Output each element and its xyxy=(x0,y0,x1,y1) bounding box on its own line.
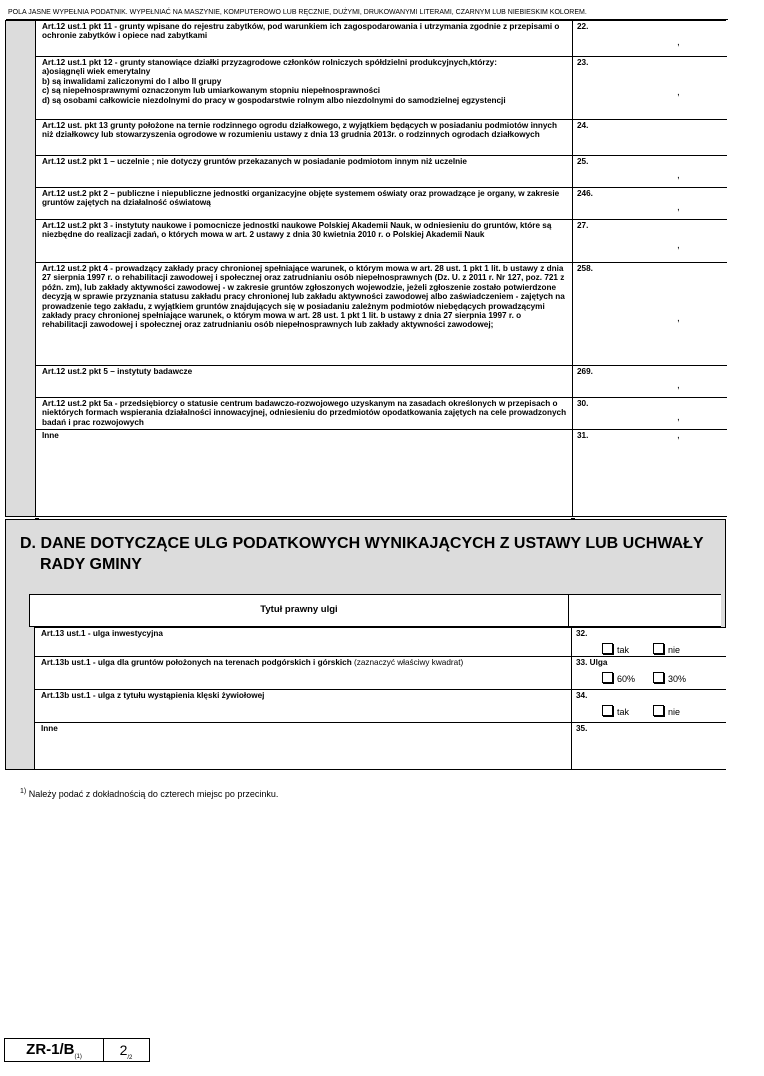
legal-basis-text: Art.12 ust.2 pkt 5a - przedsiębiorcy o statusie centrum badawczo-rozwojowego uzyskanym na zasadach określonych w przepisach o niektórych formach wspierania działalności innowacyjnej, odniesieniu do przedmiotów opodatkowania zajętych na cele prowadzonych badań i prac rozwojowych xyxy=(35,398,573,429)
form-code: $ZR-1/B_{(1)}$ xyxy=(5,1039,104,1061)
field-23[interactable] xyxy=(573,57,727,119)
field-34 xyxy=(572,690,726,722)
decimal-comma: , xyxy=(677,202,680,213)
checkbox-label: 60% xyxy=(617,674,636,684)
decimal-comma: , xyxy=(677,87,680,98)
legal-basis-text: Inne xyxy=(35,430,573,516)
separator-tick-right xyxy=(571,518,575,520)
relief-note: (zaznaczyć właściwy kwadrat) xyxy=(354,658,464,667)
section-d-title-line1: D. DANE DOTYCZĄCE ULG PODATKOWYCH WYNIKAJĄCYCH Z USTAWY LUB UCHWAŁY xyxy=(20,535,704,552)
checkbox-option[interactable] xyxy=(653,672,686,684)
field-number: 32. xyxy=(576,629,588,638)
checkbox-label: nie xyxy=(668,645,681,655)
separator-tick-left xyxy=(35,518,39,520)
checkbox-icon[interactable] xyxy=(653,705,664,716)
field-number: 27. xyxy=(577,221,589,230)
section-d-title-line2: RADY GMINY xyxy=(40,556,142,573)
section-c-row xyxy=(35,155,727,187)
section-c-row xyxy=(35,219,727,262)
section-c-row xyxy=(35,262,727,365)
legal-basis-text: Art.12 ust.2 pkt 4 - prowadzący zakłady pracy chronionej spełniające warunek, o którym mowa w art. 28 ust. 1 pkt 1 lit. b ustawy z dnia 27 sierpnia 1997 r. o rehabilitacji zawodowej i społecznej oraz zatrudnianiu osób niepełnosprawnych (Dz. U. z 2011 r. Nr 127, poz. 721 z późn. zm), lub zakłady aktywności zawodowej - w zakresie gruntów zgłoszonych wojewodzie, jeżeli zgłoszenie zostało potwierdzone decyzją w sprawie przyznania statusu zakładu pracy chronionej lub zakładu aktywności zawodowej albo zaświadczeniem - zajętych na prowadzenie tego zakładu, z wyjątkiem gruntów znajdujących się w posiadaniu zależnym podmiotów niebędących prowadzącymi zakłady pracy chronionej spełniające warunek, o którym mowa w art. 28 ust. 1 pkt 1 lit. b ustawy z dnia 27 sierpnia 1997 r. o rehabilitacji zawodowej i społecznej oraz zatrudnianiu osób niepełnosprawnych lub zakłady aktywności zawodowej; xyxy=(35,263,573,365)
field-number: 246. xyxy=(577,189,593,198)
field-24[interactable] xyxy=(573,120,727,155)
section-d-row xyxy=(34,689,726,722)
decimal-comma: , xyxy=(677,313,680,324)
section-c-row xyxy=(35,56,727,119)
legal-basis-text: Art.12 ust.2 pkt 1 – uczelnie ; nie dotyczy gruntów przekazanych w posiadanie podmiotom innym niż uczelnie xyxy=(35,156,573,187)
section-d-row xyxy=(34,627,726,656)
field-22[interactable] xyxy=(573,21,727,56)
legal-basis-text: Art.12 ust.2 pkt 5 – instytuty badawcze xyxy=(35,366,573,397)
footnote-text: Należy podać z dokładnością do czterech miejsc po przecinku. xyxy=(28,789,279,799)
section-c-row xyxy=(35,397,727,429)
decimal-comma: , xyxy=(677,37,680,48)
field-number: 25. xyxy=(577,157,589,166)
checkbox-option[interactable] xyxy=(602,705,629,717)
field-25[interactable] xyxy=(573,156,727,187)
checkbox-option[interactable] xyxy=(653,705,680,717)
relief-legal-basis: Art.13 ust.1 - ulga inwestycyjna xyxy=(34,628,572,656)
field-number: 34. xyxy=(576,691,588,700)
field-number: 24. xyxy=(577,121,589,130)
field-258[interactable] xyxy=(573,263,727,365)
field-33 xyxy=(572,657,726,689)
checkbox-label: 30% xyxy=(668,674,687,684)
section-d-row xyxy=(34,722,726,769)
form-identifier-box xyxy=(4,1038,150,1062)
checkbox-label: tak xyxy=(617,707,630,717)
section-c-row xyxy=(35,187,727,219)
field-number: 30. xyxy=(577,399,589,408)
checkbox-label: nie xyxy=(668,707,681,717)
section-d-title xyxy=(20,533,720,575)
checkbox-label: tak xyxy=(617,645,630,655)
field-31[interactable] xyxy=(573,430,727,516)
page-number: $2_{/2}$ xyxy=(119,1042,133,1061)
section-d-header-row xyxy=(29,594,721,627)
field-number: 23. xyxy=(577,58,589,67)
checkbox-option[interactable] xyxy=(602,672,635,684)
relief-legal-basis: Art.13b ust.1 - ulga z tytułu wystąpienia klęski żywiołowej xyxy=(34,690,572,722)
checkbox-icon[interactable] xyxy=(602,672,613,683)
decimal-comma: , xyxy=(677,380,680,391)
field-269[interactable] xyxy=(573,366,727,397)
relief-legal-basis: Art.13b ust.1 - ulga dla gruntów położonych na terenach podgórskich i górskich (zaznaczyć właściwy kwadrat) xyxy=(34,657,572,689)
decimal-comma: , xyxy=(677,240,680,251)
field-number: 31. xyxy=(577,431,589,440)
legal-basis-text: Art.12 ust.2 pkt 2 – publiczne i niepubliczne jednostki organizacyjne objęte systemem oświaty oraz prowadzące je organy, w zakresie gruntów zajętych na działalność oświatową xyxy=(35,188,573,219)
field-246[interactable] xyxy=(573,188,727,219)
section-c-row xyxy=(35,365,727,397)
field-32 xyxy=(572,628,726,656)
decimal-comma: , xyxy=(677,430,680,441)
decimal-comma: , xyxy=(677,170,680,181)
footnote xyxy=(20,788,278,799)
section-c-frame xyxy=(5,20,726,517)
legal-basis-text: Art.12 ust.1 pkt 11 - grunty wpisane do rejestru zabytków, pod warunkiem ich zagospodarowania i utrzymania zgodnie z przepisami o ochronie zabytków i opiece nad zabytkami xyxy=(35,21,573,56)
field-number: 33. Ulga xyxy=(576,658,608,667)
section-d-row xyxy=(34,656,726,689)
section-c-row xyxy=(35,21,727,56)
decimal-comma: , xyxy=(677,412,680,423)
field-number: 258. xyxy=(577,264,593,273)
field-number: 269. xyxy=(577,367,593,376)
checkbox-icon[interactable] xyxy=(602,643,613,654)
section-c-row xyxy=(35,429,727,516)
checkbox-option[interactable] xyxy=(602,643,629,655)
field-number: 35. xyxy=(576,724,588,733)
footnote-mark: 1) xyxy=(20,788,27,795)
checkbox-icon[interactable] xyxy=(602,705,613,716)
field-35[interactable] xyxy=(572,723,726,769)
section-c-row xyxy=(35,119,727,155)
section-c-bottom-line xyxy=(35,516,727,517)
checkbox-icon[interactable] xyxy=(653,672,664,683)
checkbox-option[interactable] xyxy=(653,643,680,655)
checkbox-icon[interactable] xyxy=(653,643,664,654)
relief-legal-basis: Inne xyxy=(34,723,572,769)
legal-basis-text: Art.12 ust.1 pkt 12 - grunty stanowiące działki przyzagrodowe członków rolniczych spółdzielni produkcyjnych,którzy: a)osiągnęli wiek emerytalny b) są inwalidami zaliczonymi do I albo II grupy c) są niepełnosprawnymi oznaczonym lub umiarkowanym stopniu niepełnosprawności d) są osobami całkowicie niezdolnymi do pracy w gospodarstwie rolnym albo niezdolnymi do samodzielnej egzystencji xyxy=(35,57,573,119)
legal-basis-text: Art.12 ust. pkt 13 grunty położone na ternie rodzinnego ogrodu działkowego, z wyjątkiem będących w posiadaniu podmiotów innych niż działkowcy lub stowarzyszenia ogrodowe w rozumieniu ustawy z dnia 13 grudnia 2013r. o rodzinnych ogrodach działkowych xyxy=(35,120,573,155)
legal-basis-text: Art.12 ust.2 pkt 3 - instytuty naukowe i pomocnicze jednostki naukowe Polskiej Akademii Nauk, w odniesieniu do gruntów, które są niezbędne do realizacji zadań, o których mowa w art. 2 ustawy z dnia 30 kwietnia 2010 r. o Polskiej Akademii Nauk xyxy=(35,220,573,262)
field-27[interactable] xyxy=(573,220,727,262)
field-30[interactable] xyxy=(573,398,727,429)
header-instruction: POLA JASNE WYPEŁNIA PODATNIK. WYPEŁNIAĆ NA MASZYNIE, KOMPUTEROWO LUB RĘCZNIE, DUŻYMI, DRUKOWANYMI LITERAMI, CZARNYM LUB NIEBIESKIM KOLOREM. xyxy=(8,9,587,16)
column-header-legal-title: Tytuł prawny ulgi xyxy=(30,595,569,626)
field-number: 22. xyxy=(577,22,589,31)
